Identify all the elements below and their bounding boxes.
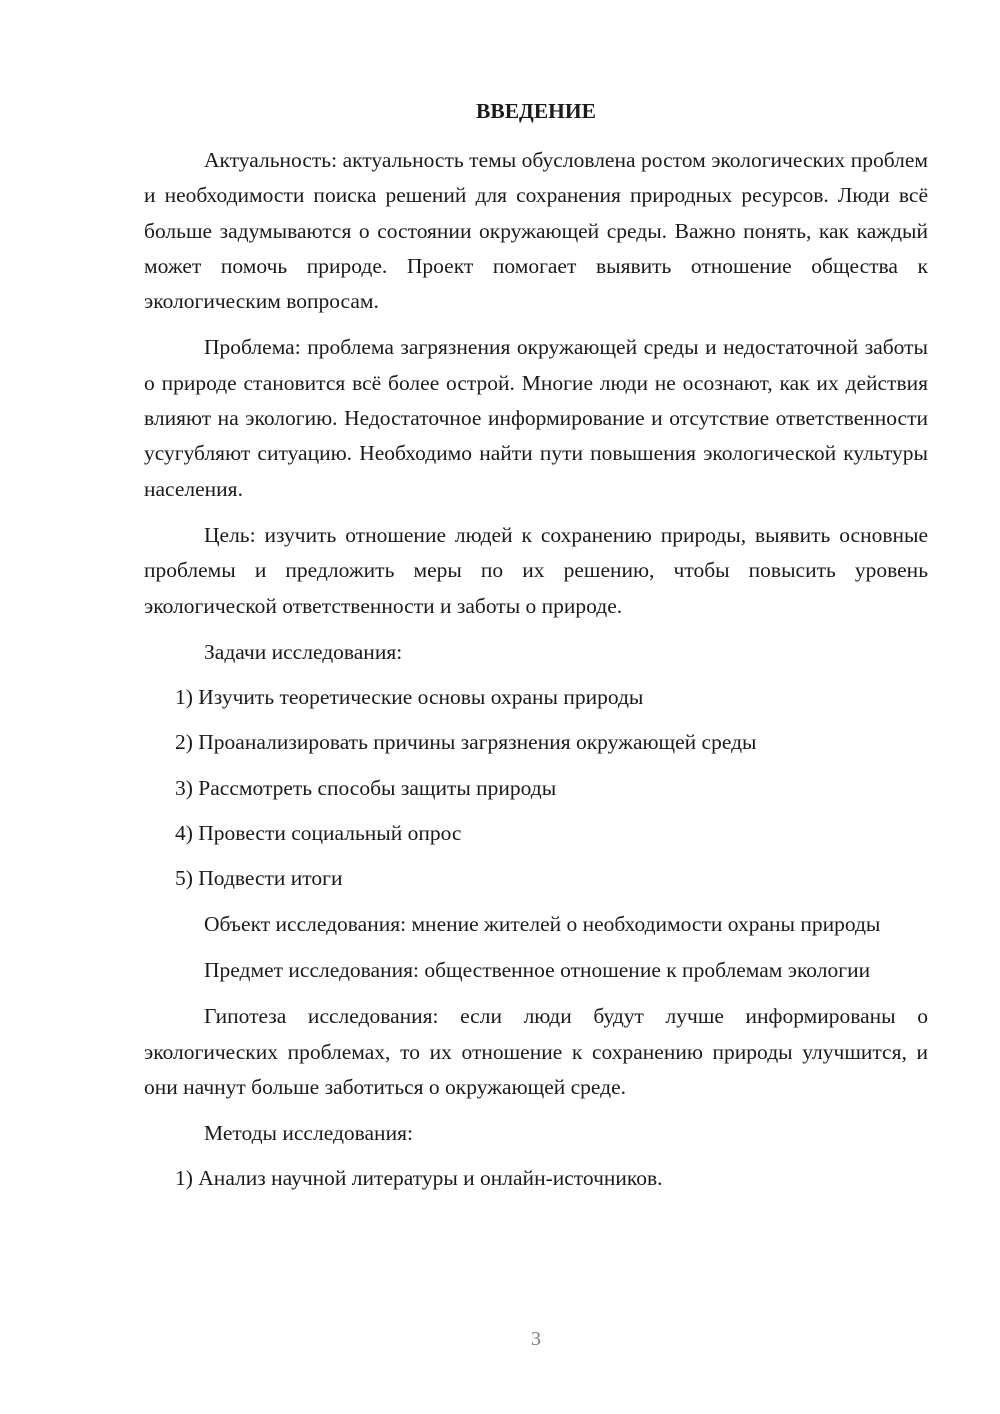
- relevance-paragraph: Актуальность: актуальность темы обусловлена ростом экологических проблем и необходимости поиска решений для сохранения природных ресурсов. Люди всё больше задумываются о состоянии окружающей среды. Важно понять, как каждый может помочь природе. Проект помогает выявить отношение общества к экологическим вопросам.: [144, 148, 928, 314]
- list-item: 5) Подвести итоги: [175, 866, 343, 891]
- methods-heading: Методы исследования:: [204, 1121, 413, 1146]
- problem-paragraph: Проблема: проблема загрязнения окружающей среды и недостаточной заботы о природе становится всё более острой. Многие люди не осознают, как их действия влияют на экологию. Недостаточное информирование и отсутствие ответственности усугубляют ситуацию. Необходимо найти пути повышения экологической культуры населения.: [144, 335, 928, 501]
- tasks-heading: Задачи исследования:: [204, 639, 403, 664]
- list-item: 3) Рассмотреть способы защиты природы: [175, 775, 557, 800]
- list-item: 2) Проанализировать причины загрязнения окружающей среды: [175, 730, 757, 755]
- object-paragraph: Объект исследования: мнение жителей о необходимости охраны природы: [204, 911, 881, 936]
- list-item: 1) Анализ научной литературы и онлайн-источников.: [175, 1166, 663, 1191]
- section-title: ВВЕДЕНИЕ: [476, 99, 596, 123]
- methods-list: [144, 1161, 928, 1196]
- document-page: [144, 94, 928, 1207]
- goal-paragraph: Цель: изучить отношение людей к сохранению природы, выявить основные проблемы и предложить меры по их решению, чтобы повысить уровень экологической ответственности и заботы о природе.: [144, 522, 928, 618]
- list-item: 1) Изучить теоретические основы охраны природы: [175, 685, 644, 710]
- tasks-list: [144, 680, 928, 896]
- subject-paragraph: Предмет исследования: общественное отношение к проблемам экологии: [204, 957, 871, 982]
- hypothesis-paragraph: Гипотеза исследования: если люди будут лучше информированы о экологических проблемах, то их отношение к сохранению природы улучшится, и они начнут больше заботиться о окружающей среде.: [144, 1004, 928, 1099]
- page-number: 3: [531, 1328, 541, 1350]
- list-item: 4) Провести социальный опрос: [175, 821, 462, 846]
